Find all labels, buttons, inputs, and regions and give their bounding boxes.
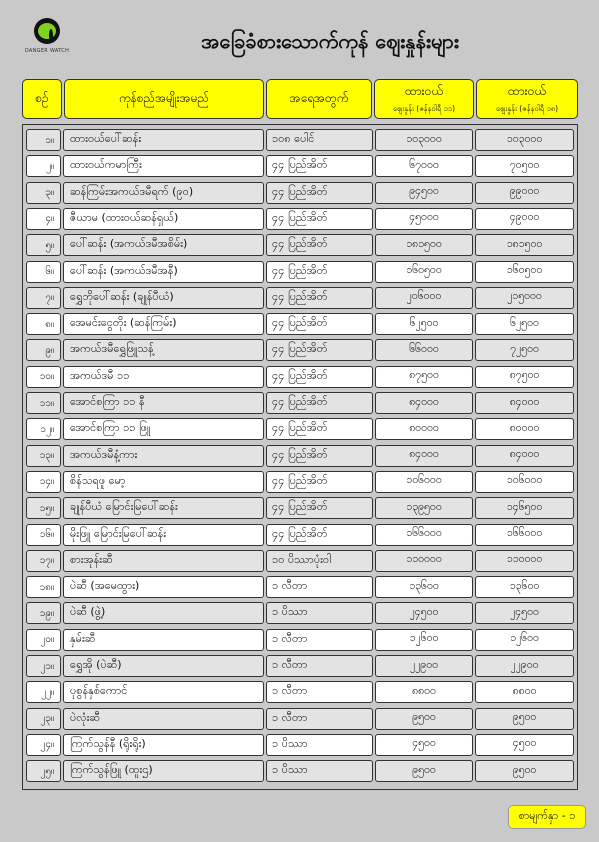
item-quantity: ၁ လီတာ — [266, 576, 373, 598]
item-name: အကယ်ဒမီ ၁၁ — [63, 366, 264, 388]
price-jan-11: ၁၂၆၀၀ — [375, 629, 473, 651]
price-jan-11: ၂၄၅၀၀ — [375, 602, 473, 624]
price-jan-18: ၄၉၀၀၀ — [475, 208, 574, 230]
price-table — [22, 124, 578, 790]
row-number: ၁၁။ — [26, 392, 61, 414]
row-number: ၂၂။ — [26, 681, 61, 703]
price-jan-18: ၆၂၅၀၀ — [475, 313, 574, 335]
price-jan-18: ၁၈၁၅၀၀ — [475, 234, 574, 256]
item-quantity: ၄၄ ပြည်အိတ် — [266, 287, 373, 309]
table-row — [23, 445, 577, 467]
page-title: အခြေခံစားသောက်ကုန် ဈေးနှုန်းများ — [201, 29, 459, 53]
price-jan-11: ၄၅၀၀ — [375, 734, 473, 756]
table-row — [23, 471, 577, 493]
price-jan-18: ၈၇၅၀၀ — [475, 366, 574, 388]
price-jan-11: ၁၈၁၅၀၀ — [375, 234, 473, 256]
price-jan-18: ၂၄၅၀၀ — [475, 602, 574, 624]
row-number: ၂၁။ — [26, 655, 61, 677]
price-jan-18: ၁၆၀၅၀၀ — [475, 261, 574, 283]
table-row — [23, 629, 577, 651]
item-name: စိန်သရဖူ မော့ — [63, 471, 264, 493]
item-quantity: ၄၄ ပြည်အိတ် — [266, 155, 373, 177]
price-jan-11: ၈၇၅၀၀ — [375, 366, 473, 388]
item-quantity: ၁ ပိဿာ — [266, 602, 373, 624]
eye-icon — [34, 18, 60, 44]
row-number: ၁၆။ — [26, 524, 61, 546]
item-quantity: ၄၄ ပြည်အိတ် — [266, 208, 373, 230]
price-jan-11: ၉၄၅၀၀ — [375, 182, 473, 204]
header-no-label: စဉ် — [35, 91, 49, 105]
row-number: ၂၃။ — [26, 708, 61, 730]
row-number: ၆။ — [26, 261, 61, 283]
price-jan-18: ၉၅၀၀ — [475, 708, 574, 730]
price-jan-18: ၇၀၅၀၀ — [475, 155, 574, 177]
row-number: ၂၄။ — [26, 734, 61, 756]
header-name — [64, 79, 264, 119]
item-quantity: ၁ ပိဿာ — [266, 760, 373, 782]
item-name: ကြက်သွန်နီ (ရိုးရိုး) — [63, 734, 264, 756]
item-name: ပေါ်ဆန်း (အကယ်ဒမီအနီ) — [63, 261, 264, 283]
price-jan-11: ၁၆၆၀၀၀ — [375, 524, 473, 546]
row-number: ၁၄။ — [26, 471, 61, 493]
price-jan-11: ၆၆၀၀၀ — [375, 339, 473, 361]
item-name: အေမင်းငွေတိုး (ဆန်ကြမ်း) — [63, 313, 264, 335]
header-price2-label: ထားဝယ် — [508, 84, 546, 98]
row-number: ၅။ — [26, 234, 61, 256]
item-name: စားအုန်းဆီ — [63, 550, 264, 572]
header-price2-date: ဈေးနှုန်း (ဇန်နဝါရီ ၁၈) — [495, 104, 559, 113]
item-quantity: ၁၀ ပိဿာပုံးဝါ — [266, 550, 373, 572]
row-number: ၁၅။ — [26, 497, 61, 519]
header-name-label: ကုန်စည်အမျိုးအမည် — [118, 91, 210, 105]
item-name: ပဲဆီ (အမေထွား) — [63, 576, 264, 598]
item-quantity: ၄၄ ပြည်အိတ် — [266, 524, 373, 546]
item-quantity: ၄၄ ပြည်အိတ် — [266, 445, 373, 467]
price-jan-18: ၂၂၉၀၀ — [475, 655, 574, 677]
price-jan-18: ၈၀၀၀၀ — [475, 418, 574, 440]
row-number: ၁၂။ — [26, 418, 61, 440]
item-name: ထားဝယ်ပေါ်ဆန်း — [63, 129, 264, 151]
row-number: ၃။ — [26, 182, 61, 204]
item-name: နှမ်းဆီ — [63, 629, 264, 651]
header-price2 — [476, 79, 578, 119]
item-quantity: ၄၄ ပြည်အိတ် — [266, 182, 373, 204]
price-jan-18: ၈၈၀၀ — [475, 681, 574, 703]
item-name: အကယ်ဒမီရွှေဖြူသန့် — [63, 339, 264, 361]
table-row — [23, 313, 577, 335]
table-row — [23, 681, 577, 703]
item-quantity: ၄၄ ပြည်အိတ် — [266, 234, 373, 256]
item-quantity: ၁ လီတာ — [266, 655, 373, 677]
price-jan-11: ၈၄၀၀၀ — [375, 392, 473, 414]
price-jan-11: ၆၇၀၀၀ — [375, 155, 473, 177]
price-jan-11: ၁၃၆၀၀ — [375, 576, 473, 598]
price-jan-18: ၁၂၆၀၀ — [475, 629, 574, 651]
item-name: ကြက်သွန်ဖြူ (ထူးဌ) — [63, 760, 264, 782]
price-jan-11: ၆၂၅၀၀ — [375, 313, 473, 335]
row-number: ၂၀။ — [26, 629, 61, 651]
table-row — [23, 602, 577, 624]
price-jan-18: ၇၂၅၀၀ — [475, 339, 574, 361]
item-name: ပေါ်ဆန်း (အကယ်ဒမီအစိမ်း) — [63, 234, 264, 256]
price-jan-11: ၁၁၀၀၀၀ — [375, 550, 473, 572]
table-row — [23, 261, 577, 283]
item-name: ဆန်ကြမ်းအကယ်ဒမီရက် (၉၀) — [63, 182, 264, 204]
price-jan-18: ၈၄၀၀၀ — [475, 445, 574, 467]
row-number: ၁၀။ — [26, 366, 61, 388]
item-quantity: ၄၄ ပြည်အိတ် — [266, 366, 373, 388]
price-jan-11: ၉၅၀၀ — [375, 760, 473, 782]
price-jan-11: ၈၄၀၀၀ — [375, 445, 473, 467]
table-row — [23, 129, 577, 151]
price-jan-11: ၄၅၀၀၀ — [375, 208, 473, 230]
price-jan-11: ၂၀၆၀၀၀ — [375, 287, 473, 309]
price-jan-11: ၁၀၆၀၀၀ — [375, 471, 473, 493]
price-jan-11: ၈၀၀၀၀ — [375, 418, 473, 440]
item-name: အောင်စကြာ ၁၁ ဖြူ — [63, 418, 264, 440]
item-quantity: ၁ လီတာ — [266, 708, 373, 730]
item-quantity: ၄၄ ပြည်အိတ် — [266, 261, 373, 283]
price-jan-18: ၁၃၆၀၀ — [475, 576, 574, 598]
price-jan-18: ၁၁၀၀၀၀ — [475, 550, 574, 572]
logo-text: DANGER WATCH — [24, 48, 70, 54]
row-number: ၁။ — [26, 129, 61, 151]
price-jan-18: ၈၄၀၀၀ — [475, 392, 574, 414]
table-row — [23, 182, 577, 204]
row-number: ၂။ — [26, 155, 61, 177]
item-name: ပုစွန်နှစ်ကောင် — [63, 681, 264, 703]
price-jan-18: ၁၀၃၀၀၀ — [475, 129, 574, 151]
price-jan-18: ၄၅၀၀ — [475, 734, 574, 756]
item-name: ပဲဆီ (ဖွဲ့) — [63, 602, 264, 624]
table-row — [23, 655, 577, 677]
table-row — [23, 208, 577, 230]
table-row — [23, 155, 577, 177]
table-row — [23, 418, 577, 440]
table-row — [23, 524, 577, 546]
item-name: အောင်စကြာ ၁၁ နီ — [63, 392, 264, 414]
price-jan-11: ၁၃၉၅၀၀ — [375, 497, 473, 519]
item-quantity: ၄၄ ပြည်အိတ် — [266, 339, 373, 361]
item-name: ဇီယာမ (ထားဝယ်ဆန်ရှယ်) — [63, 208, 264, 230]
price-jan-11: ၈၈၀၀ — [375, 681, 473, 703]
item-name: ထားဝယ်ကမာကြီး — [63, 155, 264, 177]
price-jan-18: ၁၀၆၀၀၀ — [475, 471, 574, 493]
row-number: ၄။ — [26, 208, 61, 230]
header-no — [22, 79, 62, 119]
row-number: ၇။ — [26, 287, 61, 309]
row-number: ၉။ — [26, 339, 61, 361]
table-row — [23, 576, 577, 598]
price-jan-18: ၁၆၆၀၀၀ — [475, 524, 574, 546]
header-qty — [266, 79, 372, 119]
item-quantity: ၄၄ ပြည်အိတ် — [266, 418, 373, 440]
item-name: ချုန်ပီယံ မြောင်းမြပေါ်ဆန်း — [63, 497, 264, 519]
item-quantity: ၁၀၈ ပေါင် — [266, 129, 373, 151]
price-jan-18: ၁၄၆၅၀၀ — [475, 497, 574, 519]
item-quantity: ၁ လီတာ — [266, 681, 373, 703]
price-jan-18: ၉၉၀၀၀ — [475, 182, 574, 204]
item-quantity: ၄၄ ပြည်အိတ် — [266, 471, 373, 493]
row-number: ၁၃။ — [26, 445, 61, 467]
logo — [24, 16, 70, 68]
item-name: ရွှေအို (ပဲဆီ) — [63, 655, 264, 677]
page-number-badge: စာမျက်နှာ - ၁ — [508, 805, 586, 829]
price-jan-11: ၁၆၀၅၀၀ — [375, 261, 473, 283]
item-name: ရွှေဘိုပေါ်ဆန်း (ချုန်ပီယံ) — [63, 287, 264, 309]
table-row — [23, 550, 577, 572]
item-name: အကယ်ဒမီနံ့ကား — [63, 445, 264, 467]
item-quantity: ၁ ပိဿာ — [266, 734, 373, 756]
table-row — [23, 234, 577, 256]
item-quantity: ၄၄ ပြည်အိတ် — [266, 392, 373, 414]
price-jan-11: ၂၂၉၀၀ — [375, 655, 473, 677]
price-jan-11: ၉၅၀၀ — [375, 708, 473, 730]
row-number: ၁၉။ — [26, 602, 61, 624]
price-jan-18: ၉၅၀၀ — [475, 760, 574, 782]
table-row — [23, 734, 577, 756]
header-price1-date: ဈေးနှုန်း (ဇန်နဝါရီ ၁၁) — [392, 104, 455, 113]
item-quantity: ၄၄ ပြည်အိတ် — [266, 497, 373, 519]
table-row — [23, 760, 577, 782]
item-name: ပဲလုံးဆီ — [63, 708, 264, 730]
price-jan-18: ၂၁၅၀၀၀ — [475, 287, 574, 309]
row-number: ၁၈။ — [26, 576, 61, 598]
header-price1-label: ထားဝယ် — [405, 84, 443, 98]
item-quantity: ၄၄ ပြည်အိတ် — [266, 313, 373, 335]
table-row — [23, 339, 577, 361]
table-row — [23, 366, 577, 388]
row-number: ၈။ — [26, 313, 61, 335]
price-jan-11: ၁၀၃၀၀၀ — [375, 129, 473, 151]
header-price1 — [374, 79, 474, 119]
row-number: ၁၇။ — [26, 550, 61, 572]
table-row — [23, 392, 577, 414]
table-row — [23, 497, 577, 519]
item-name: မိုးဖြူ မြောင်းမြပေါ်ဆန်း — [63, 524, 264, 546]
table-row — [23, 708, 577, 730]
header-qty-label: အရေအတွက် — [289, 91, 349, 105]
table-row — [23, 287, 577, 309]
row-number: ၂၅။ — [26, 760, 61, 782]
item-quantity: ၁ လီတာ — [266, 629, 373, 651]
